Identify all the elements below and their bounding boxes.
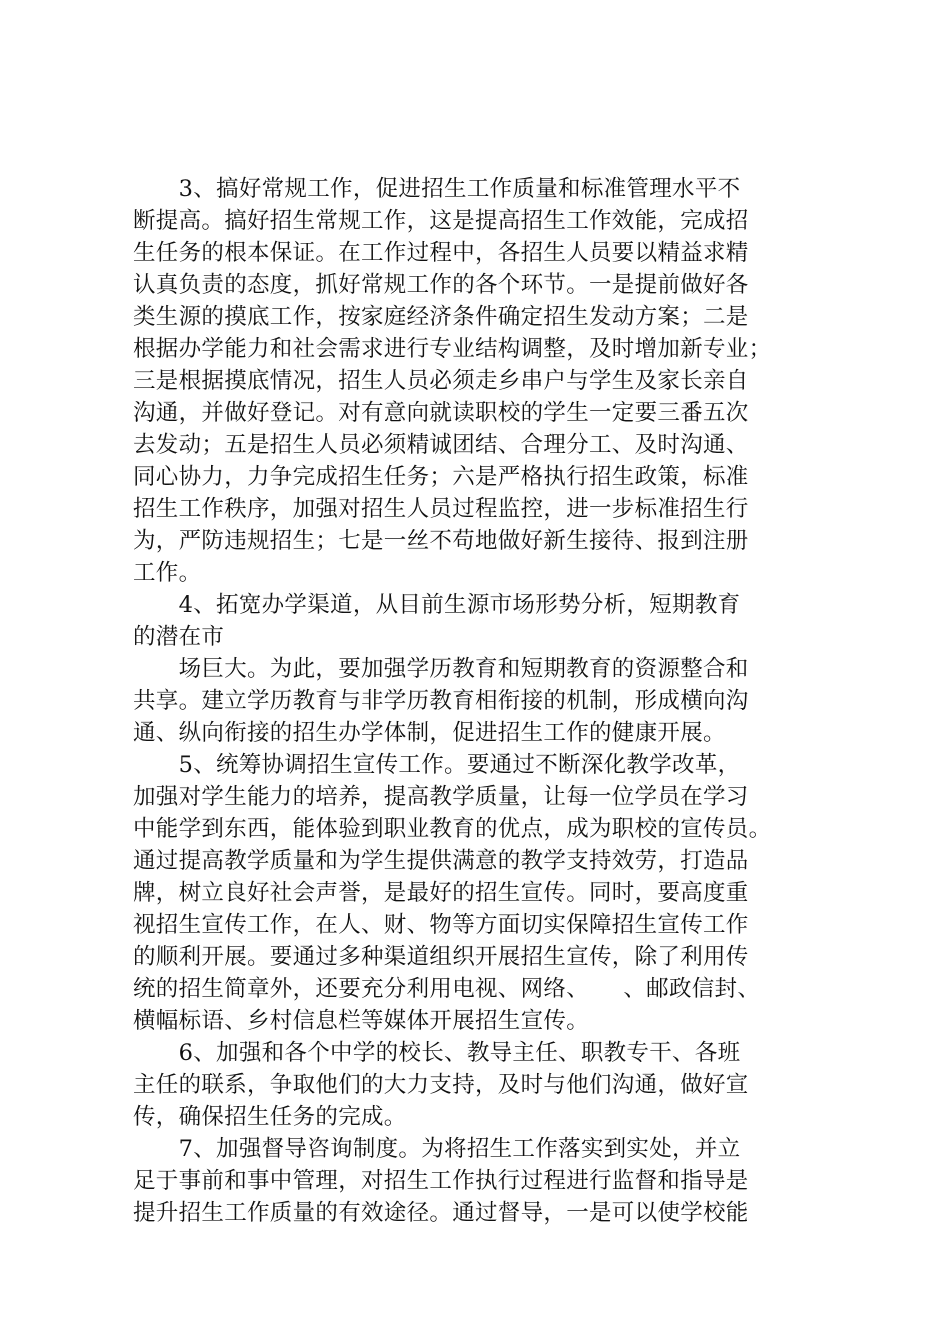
text-line: 去发动；五是招生人员必须精诚团结、合理分工、及时沟通、 bbox=[133, 432, 749, 458]
text-line: 断提高。搞好招生常规工作，这是提高招生工作效能，完成招 bbox=[133, 208, 749, 234]
text-line: 横幅标语、乡村信息栏等媒体开展招生宣传。 bbox=[133, 1008, 590, 1034]
text-line: 加强对学生能力的培养，提高教学质量，让每一位学员在学习 bbox=[133, 784, 749, 810]
text-line: 为，严防违规招生；七是一丝不苟地做好新生接待、报到注册 bbox=[133, 528, 749, 554]
text-line: 三是根据摸底情况，招生人员必须走乡串户与学生及家长亲自 bbox=[133, 368, 749, 394]
text-line: 沟通，并做好登记。对有意向就读职校的学生一定要三番五次 bbox=[133, 400, 749, 426]
text-line: 通、纵向衔接的招生办学体制，促进招生工作的健康开展。 bbox=[133, 720, 726, 746]
text-line: 提升招生工作质量的有效途径。通过督导，一是可以使学校能 bbox=[133, 1200, 749, 1226]
text-line: 中能学到东西，能体验到职业教育的优点，成为职校的宣传员。 bbox=[133, 816, 772, 842]
text-line: 的顺利开展。要通过多种渠道组织开展招生宣传，除了利用传 bbox=[133, 944, 749, 970]
text-line: 共享。建立学历教育与非学历教育相衔接的机制，形成横向沟 bbox=[133, 688, 749, 714]
text-line: 认真负责的态度，抓好常规工作的各个环节。一是提前做好各 bbox=[133, 272, 749, 298]
text-line: 通过提高教学质量和为学生提供满意的教学支持效劳，打造品 bbox=[133, 848, 749, 874]
text-line: 6、加强和各个中学的校长、教导主任、职教专干、各班 bbox=[133, 1040, 741, 1066]
text-line: 招生工作秩序，加强对招生人员过程监控，进一步标准招生行 bbox=[133, 496, 749, 522]
text-line: 5、统筹协调招生宣传工作。要通过不断深化教学改革， bbox=[133, 752, 741, 778]
text-line: 类生源的摸底工作，按家庭经济条件确定招生发动方案；二是 bbox=[133, 304, 749, 330]
text-line: 7、加强督导咨询制度。为将招生工作落实到实处，并立 bbox=[133, 1136, 741, 1162]
text-line: 视招生宣传工作，在人、财、物等方面切实保障招生宣传工作 bbox=[133, 912, 749, 938]
text-line: 场巨大。为此，要加强学历教育和短期教育的资源整合和 bbox=[133, 656, 749, 682]
text-line: 牌，树立良好社会声誉，是最好的招生宣传。同时，要高度重 bbox=[133, 880, 749, 906]
text-line: 的潜在市 bbox=[133, 624, 225, 650]
text-line: 统的招生简章外，还要充分利用电视、网络、 、邮政信封、 bbox=[133, 976, 761, 1002]
text-line: 4、拓宽办学渠道，从目前生源市场形势分析，短期教育 bbox=[133, 592, 741, 618]
text-line: 生任务的根本保证。在工作过程中，各招生人员要以精益求精 bbox=[133, 240, 749, 266]
text-line: 工作。 bbox=[133, 560, 202, 586]
text-line: 根据办学能力和社会需求进行专业结构调整，及时增加新专业； bbox=[133, 336, 772, 362]
text-line: 同心协力，力争完成招生任务；六是严格执行招生政策，标准 bbox=[133, 464, 749, 490]
text-line: 足于事前和事中管理，对招生工作执行过程进行监督和指导是 bbox=[133, 1168, 749, 1194]
text-line: 主任的联系，争取他们的大力支持，及时与他们沟通，做好宣 bbox=[133, 1072, 749, 1098]
text-line: 3、搞好常规工作，促进招生工作质量和标准管理水平不 bbox=[133, 176, 741, 202]
text-line: 传，确保招生任务的完成。 bbox=[133, 1104, 407, 1130]
